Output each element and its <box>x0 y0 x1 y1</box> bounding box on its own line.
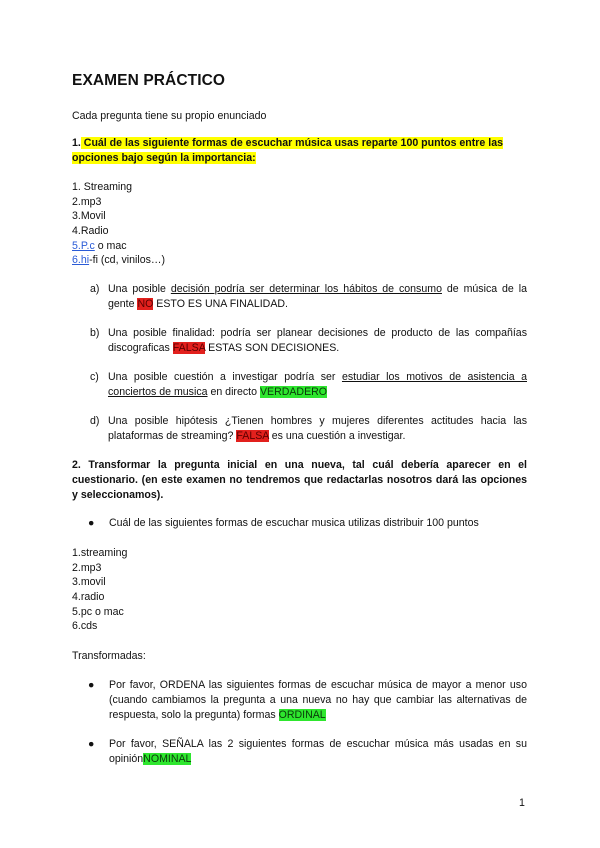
option-a-t1: Una posible <box>108 283 171 295</box>
list-item: 1.streaming <box>72 547 128 559</box>
bullet-icon: ● <box>88 679 95 691</box>
subtitle: Cada pregunta tiene su propio enunciado <box>72 110 267 122</box>
bullet-icon: ● <box>88 517 95 529</box>
page-number: 1 <box>519 797 525 809</box>
transformed-bullet-1-body: Por favor, ORDENA las siguientes formas de escuchar música de mayor a menor uso (cuando cambiamos la pregunta a una nueva no hay que cambiar las alternativas de respuesta, solo la pregunta) formas <box>109 679 527 721</box>
transformed-label: Transformadas: <box>72 650 146 662</box>
list-item: 2.mp3 <box>72 195 102 208</box>
item-5-rest: o mac <box>94 239 127 252</box>
option-d-tag: FALSA <box>236 430 269 442</box>
option-c-t1: Una posible cuestión a investigar podría ser <box>108 371 342 383</box>
option-b-t2: ESTAS SON DECISIONES. <box>205 342 340 354</box>
transformed-bullet-1-tag: ORDINAL <box>278 709 326 721</box>
option-c-t2: en directo <box>207 386 260 398</box>
list-item: 5.pc o mac <box>72 605 124 618</box>
transformed-bullet-2-body: Por favor, SEÑALA las 2 siguientes formas de escuchar música más usadas en su opinión <box>109 738 527 765</box>
option-b-tag: FALSA <box>172 342 206 354</box>
transformed-bullet-2-text <box>109 737 527 767</box>
list-item: 3.movil <box>72 576 106 589</box>
list-item <box>72 239 165 254</box>
option-d-text <box>108 414 527 444</box>
option-a-t3: ESTO ES UNA FINALIDAD. <box>153 298 288 310</box>
question-2: 2. Transformar la pregunta inicial en una nueva, tal cuál debería aparecer en el cuestionario. (en este examen no tendremos que redactarlas nosotros dará las opciones y seleccionamos). <box>72 459 527 501</box>
option-b-label: b) <box>90 327 100 339</box>
option-c-label: c) <box>90 371 99 383</box>
transformed-bullet-1-text <box>109 678 527 723</box>
option-c-tag: VERDADERO <box>259 386 328 398</box>
item-6-link[interactable]: 6.hi <box>72 254 90 267</box>
list-item: 4.Radio <box>72 225 109 238</box>
item-5-link[interactable]: 5.P.c <box>72 239 95 252</box>
question-2-bullet-text: Cuál de las siguientes formas de escuchar musica utilizas distribuir 100 puntos <box>109 517 479 529</box>
question-2-list <box>72 546 127 634</box>
option-a-text <box>108 282 527 312</box>
option-d-t1: Una posible hipótesis ¿Tienen hombres y mujeres diferentes actitudes hacia las plataformas de streaming? <box>108 415 527 442</box>
option-c-text <box>108 370 527 400</box>
question-1-text: Cuál de las siguiente formas de escuchar música usas reparte 100 puntos entre las opciones bajo según la importancia: <box>72 137 503 164</box>
list-item: 3.Movil <box>72 210 106 223</box>
option-a-label: a) <box>90 283 100 295</box>
list-item: 1. Streaming <box>72 181 133 193</box>
list-item: 4.radio <box>72 591 105 604</box>
bullet-icon: ● <box>88 738 95 750</box>
option-b-t1: Una posible finalidad: podría ser planear decisiones de producto de las compañías discograficas <box>108 327 527 354</box>
page-title: EXAMEN PRÁCTICO <box>72 72 226 89</box>
question-1-list <box>72 180 165 268</box>
option-d-t2: es una cuestión a investigar. <box>268 430 406 442</box>
list-item: 6.cds <box>72 620 98 633</box>
item-6-rest: -fi (cd, vinilos…) <box>89 254 166 267</box>
question-1 <box>72 136 527 166</box>
list-item <box>72 253 165 268</box>
option-d-label: d) <box>90 415 100 427</box>
option-a-tag: NO <box>137 298 154 310</box>
list-item: 2.mp3 <box>72 561 102 574</box>
option-a-t2: de música de la gente <box>108 283 527 310</box>
option-c-underlined: estudiar los motivos de asistencia a conciertos de musica <box>108 371 527 398</box>
option-b-text <box>108 326 527 356</box>
question-1-number: 1. <box>72 137 81 149</box>
transformed-bullet-2-tag: NOMINAL <box>143 753 192 765</box>
option-a-underlined: decisión podría ser determinar los hábitos de consumo <box>170 283 442 295</box>
